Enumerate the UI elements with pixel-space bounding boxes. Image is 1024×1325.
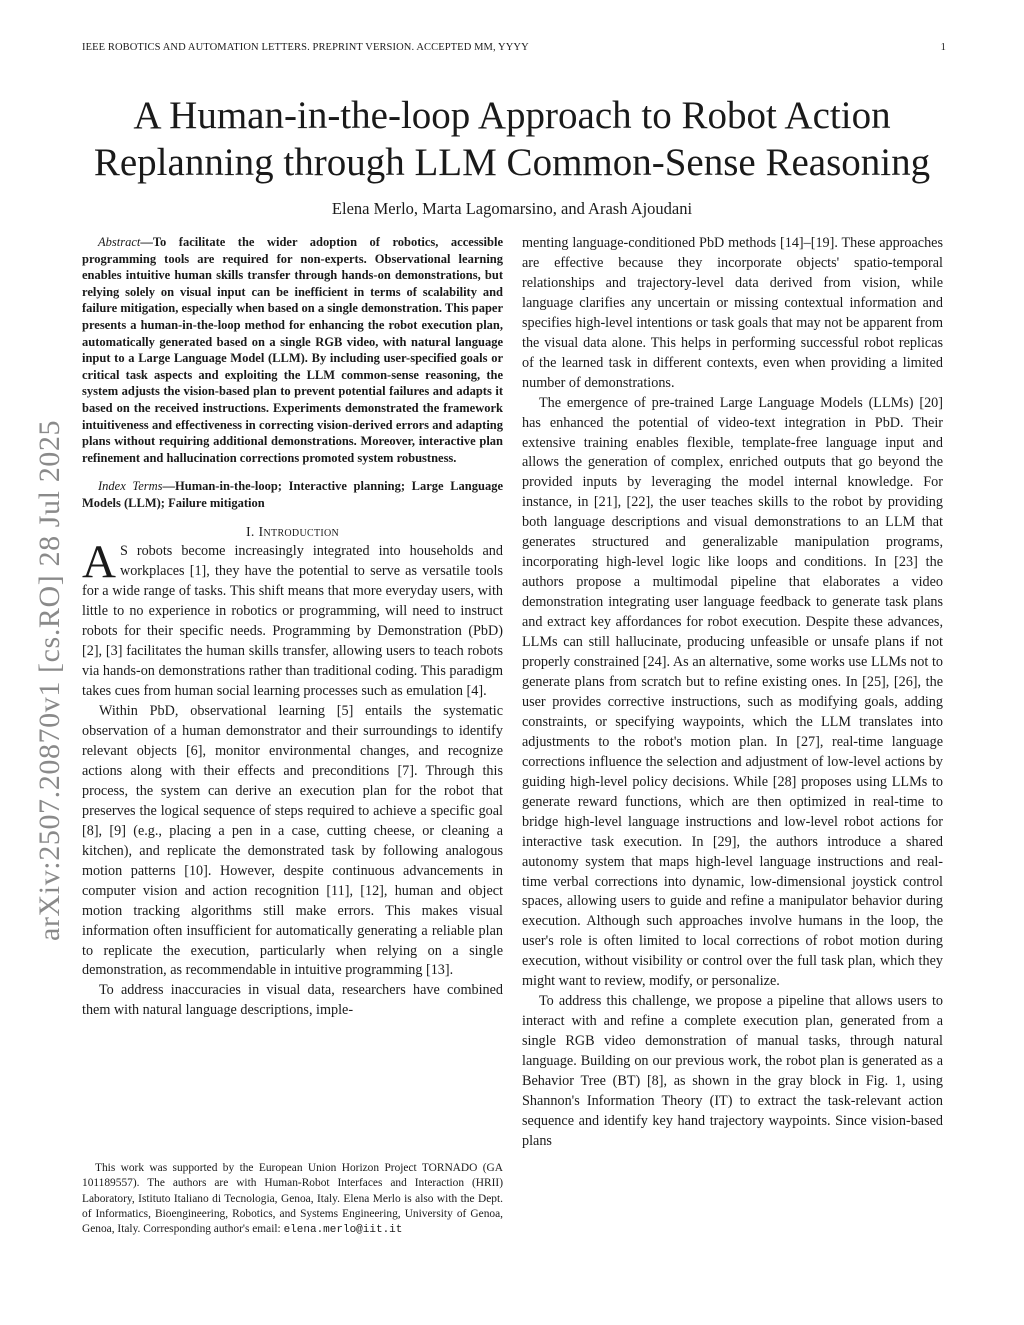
title-line-2: Replanning through LLM Common-Sense Reasoning: [93, 141, 931, 184]
intro-paragraph-4: The emergence of pre-trained Large Language Models (LLMs) [20] has enhanced the potential of video-text integration in PbD. Their extensive training enables flexible, template-free language input and allows the generation of complex, enriched outputs that go beyond the provided inputs by leveraging the model internal knowledge. For instance, in [21], [22], the user teaches skills to the robot by providing both language descriptions and visual demonstrations to an LLM that generates structured and generalizable manipulation programs, incorporating high-level logic like loops and conditions. In [23] the authors propose a multimodal pipeline that elaborates a video demonstration integrating user language feedback to generate task plans and extract key affordances for robot execution. Despite these advances, LLMs can still hallucinate, producing unfeasible or unsafe plans if not properly constrained [24]. As an alternative, some works use LLMs not to generate plans from scratch but to refine existing ones. In [25], [26], the user provides corrective instructions, such as modifying goals, adding constraints, or specifying waypoints, which the LLM translates into adjustments to the robot's motion plan. In [27], real-time language corrections influence the selection and adjustment of low-level actions by guiding high-level policy decisions. While [28] proposes using LLMs to generate reward functions, which are then optimized in real-time to bridge high-level language instructions and low-level robot actions for interactive task execution. In [29], the authors introduce a shared autonomy system that maps high-level language instructions and real-time verbal corrections into dynamic, low-dimensional joystick control spaces, allowing users to guide and refine a manipulator behavior during execution. Although such approaches involve humans in the loop, the user's role is often limited to local corrections of robot motion during execution, without visibility or control over the full task plan, which they might want to review, modify, or personalize.: [522, 394, 943, 990]
drop-cap: A: [82, 536, 116, 589]
corresponding-email: elena.merlo@iit.it: [283, 1224, 403, 1237]
footnote-text: This work was supported by the European Union Horizon Project TORNADO (GA 101189557). The authors are with Human-Robot Interfaces and Interaction (HRII) Laboratory, Istituto Italiano di Tecnologia, Genoa, Italy. Elena Merlo is also with the Dept. of Informatics, Bioengineering, Robotics, and Systems Engineering, University of Genoa, Genoa, Italy. Corresponding author's email:: [82, 1162, 503, 1236]
index-terms-label: Index Terms: [98, 479, 163, 494]
left-column: [82, 234, 503, 1021]
right-column: [522, 234, 943, 1152]
abstract: [82, 234, 503, 466]
intro-paragraph-3: To address inaccuracies in visual data, researchers have combined them with natural language descriptions, imple-: [82, 982, 503, 1019]
arxiv-identifier: arXiv:2507.20870v1 [cs.RO] 28 Jul 2025: [33, 419, 66, 941]
paper-title: [60, 92, 964, 186]
running-title: IEEE ROBOTICS AND AUTOMATION LETTERS. PREPRINT VERSION. ACCEPTED MM, YYYY: [82, 42, 529, 53]
title-line-1: A Human-in-the-loop Approach to Robot Action: [133, 94, 891, 137]
abstract-body: —To facilitate the wider adoption of robotics, accessible programming tools are required for non-experts. Observational learning enables intuitive human skills transfer through hands-on demonstrations, but relying solely on visual input can be inefficient in terms of scalability and failure mitigation, especially when based on a single demonstration. This paper presents a human-in-the-loop method for enhancing the robot execution plan, automatically generated based on a single RGB video, with natural language input to a Large Language Model (LLM). By including user-specified goals or critical task aspects and exploiting the LLM common-sense reasoning, the system adjusts the vision-based plan to prevent potential failures and adapts it based on the received instructions. Experiments demonstrated the framework intuitiveness and effectiveness in correcting vision-derived errors and adapting plans without requiring additional demonstrations. Moreover, interactive plan refinement and hallucination corrections promoted system robustness.: [82, 235, 503, 465]
intro-paragraph-1: [82, 536, 503, 702]
intro-paragraph-2: Within PbD, observational learning [5] entails the systematic observation of a human demonstrator and their surroundings to identify relevant objects [6], monitor environmental changes, and recognize actions along with their effects and preconditions [7]. Through this process, the system can derive an execution plan for the robot that preserves the logical sequence of steps required to achieve a specific goal [8], [9] (e.g., placing a pen in a case, cutting cheese, or cleaning a kitchen), and replicate the demonstrated task by following analogous motion patterns [10]. However, despite continuous advancements in computer vision and action recognition [11], [12], human and object motion tracking algorithms still make errors. This makes visual information often insufficient for automatically generating a reliable plan to replicate the execution, particularly when relying on a single demonstration, as recommendable in intuitive programming [13].: [82, 703, 503, 979]
arxiv-watermark: [33, 375, 65, 975]
intro-paragraph-5: To address this challenge, we propose a pipeline that allows users to interact with and refine a complete execution plan, generated from a single RGB video demonstration of manual tasks, through natural language. Building on our previous work, the robot plan is generated as a Behavior Tree (BT) [8], as shown in the gray block in Fig. 1, using Shannon's Information Theory (IT) to extract the task-relevant action sequence and identify key hand trajectory waypoints. Since vision-based plans: [522, 993, 943, 1149]
page-number: 1: [940, 42, 946, 53]
footnote: [82, 1161, 503, 1238]
index-terms-body: —Human-in-the-loop; Interactive planning; Large Language Models (LLM); Failure mitigation: [82, 479, 503, 510]
abstract-label: Abstract: [98, 235, 141, 249]
section-heading: [82, 523, 503, 543]
intro-paragraph-1-text: S robots become increasingly integrated into households and workplaces [1], they have the potential to serve as versatile tools for a wide range of tasks. This shift means that more everyday users, with little to no experience in robotics or programming, will need to instruct robots for their specific needs. Programming by Demonstration (PbD) [2], [3] facilitates the human skills transfer, allowing users to teach robots via hands-on demonstrations rather than traditional coding. This paradigm takes cues from human social learning processes such as emulation [4].: [82, 543, 503, 700]
author-list: Elena Merlo, Marta Lagomarsino, and Arash Ajoudani: [331, 199, 693, 218]
section-title: Introduction: [258, 524, 340, 540]
index-terms: [82, 478, 503, 511]
running-header: [82, 42, 946, 58]
section-number: I.: [245, 524, 255, 540]
intro-paragraph-3-continued: menting language-conditioned PbD methods [14]–[19]. These approaches are effective because they incorporate objects' spatio-temporal relationships and trajectory-level data derived from vision, while language clarifies any uncertain or missing contextual information and specifies high-level intentions or task goals that may not be apparent from the visual data alone. This helps in performing successful robot replicas of the learned task in different contexts, even when providing a limited number of demonstrations.: [522, 235, 943, 391]
